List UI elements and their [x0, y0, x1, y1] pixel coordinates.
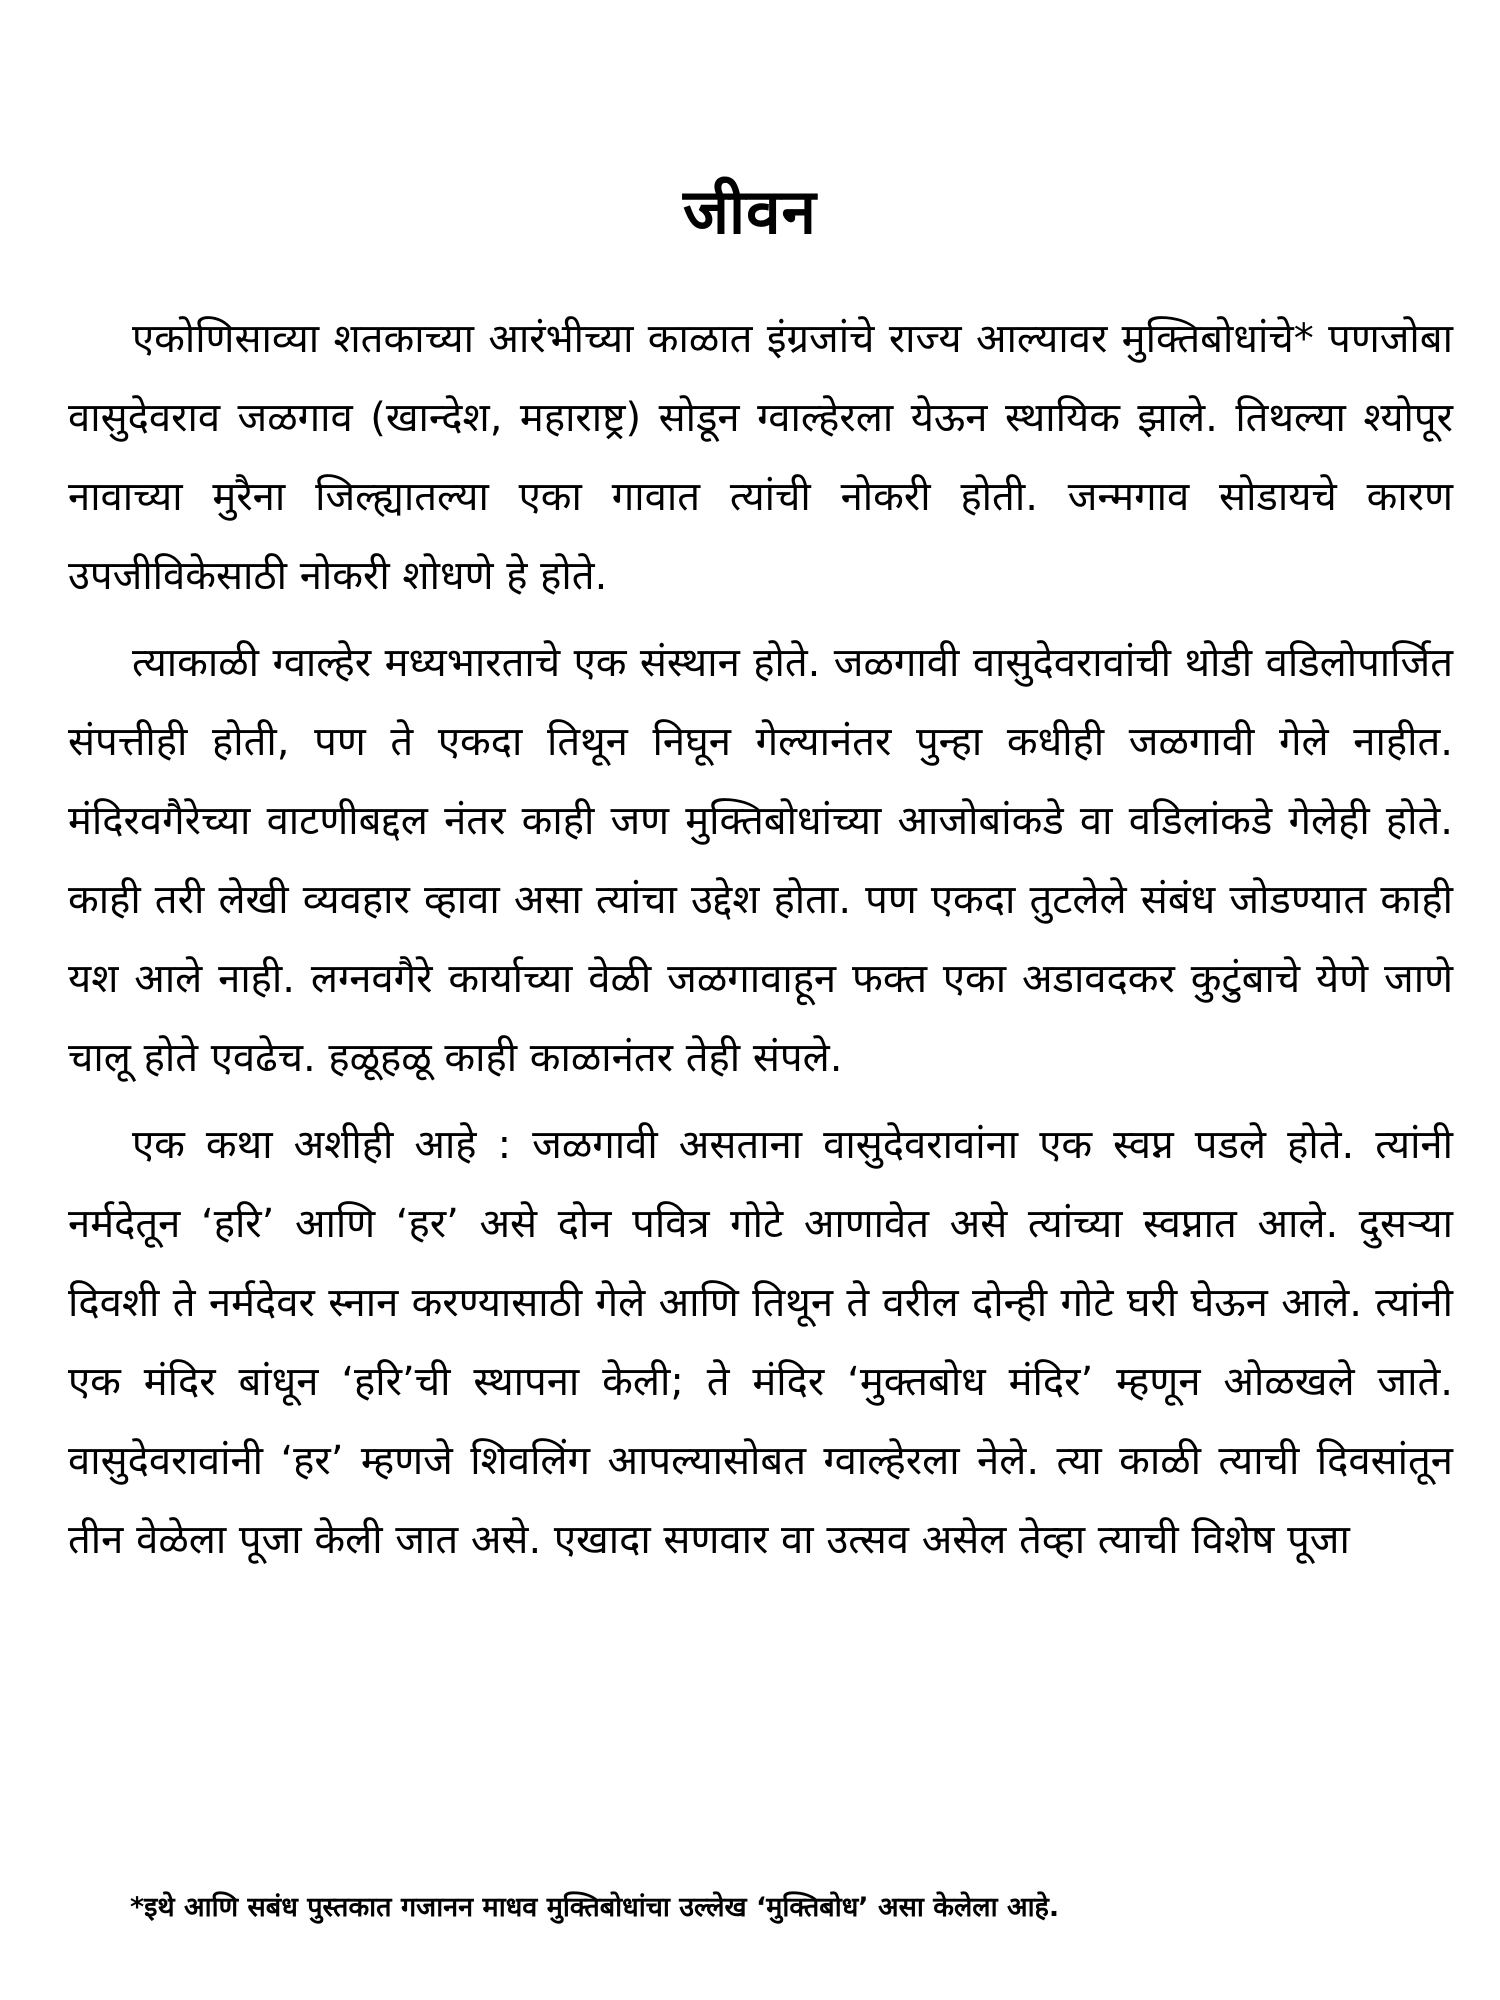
- chapter-title: जीवन: [683, 175, 817, 248]
- body-text: [68, 300, 1453, 1580]
- paragraph-1: एकोणिसाव्या शतकाच्या आरंभीच्या काळात इंग्रजांचे राज्य आल्यावर मुक्तिबोधांचे* पणजोबा वासुदेवराव जळगाव (खान्देश, महाराष्ट्र) सोडून ग्वाल्हेरला येऊन स्थायिक झाले. तिथल्या श्योपूर नावाच्या मुरैना जिल्ह्यातल्या एका गावात त्यांची नोकरी होती. जन्मगाव सोडायचे कारण उपजीविकेसाठी नोकरी शोधणे हे होते.: [68, 316, 1453, 599]
- footnote: *इथे आणि सबंध पुस्तकात गजानन माधव मुक्तिबोधांचा उल्लेख ‘मुक्तिबोध’ असा केलेला आहे.: [130, 1892, 1060, 1923]
- paragraph-2: त्याकाळी ग्वाल्हेर मध्यभारताचे एक संस्थान होते. जळगावी वासुदेवरावांची थोडी वडिलोपार्जित संपत्तीही होती, पण ते एकदा तिथून निघून गेल्यानंतर पुन्हा कधीही जळगावी गेले नाहीत. मंदिरवगैरेच्या वाटणीबद्दल नंतर काही जण मुक्तिबोधांच्या आजोबांकडे वा वडिलांकडे गेलेही होते. काही तरी लेखी व्यवहार व्हावा असा त्यांचा उद्देश होता. पण एकदा तुटलेले संबंध जोडण्यात काही यश आले नाही. लग्नवगैरे कार्याच्या वेळी जळगावाहून फक्त एका अडावदकर कुटुंबाचे येणे जाणे चालू होते एवढेच. हळूहळू काही काळानंतर तेही संपले.: [68, 640, 1453, 1081]
- paragraph-3: एक कथा अशीही आहे : जळगावी असताना वासुदेवरावांना एक स्वप्न पडले होते. त्यांनी नर्मदेतून ‘हरि’ आणि ‘हर’ असे दोन पवित्र गोटे आणावेत असे त्यांच्या स्वप्नात आले. दुसऱ्या दिवशी ते नर्मदेवर स्नान करण्यासाठी गेले आणि तिथून ते वरील दोन्ही गोटे घरी घेऊन आले. त्यांनी एक मंदिर बांधून ‘हरि’ची स्थापना केली; ते मंदिर ‘मुक्तबोध मंदिर’ म्हणून ओळखले जाते. वासुदेवरावांनी ‘हर’ म्हणजे शिवलिंग आपल्यासोबत ग्वाल्हेरला नेले. त्या काळी त्याची दिवसांतून तीन वेळेला पूजा केली जात असे. एखादा सणवार वा उत्सव असेल तेव्हा त्याची विशेष पूजा: [68, 1122, 1453, 1563]
